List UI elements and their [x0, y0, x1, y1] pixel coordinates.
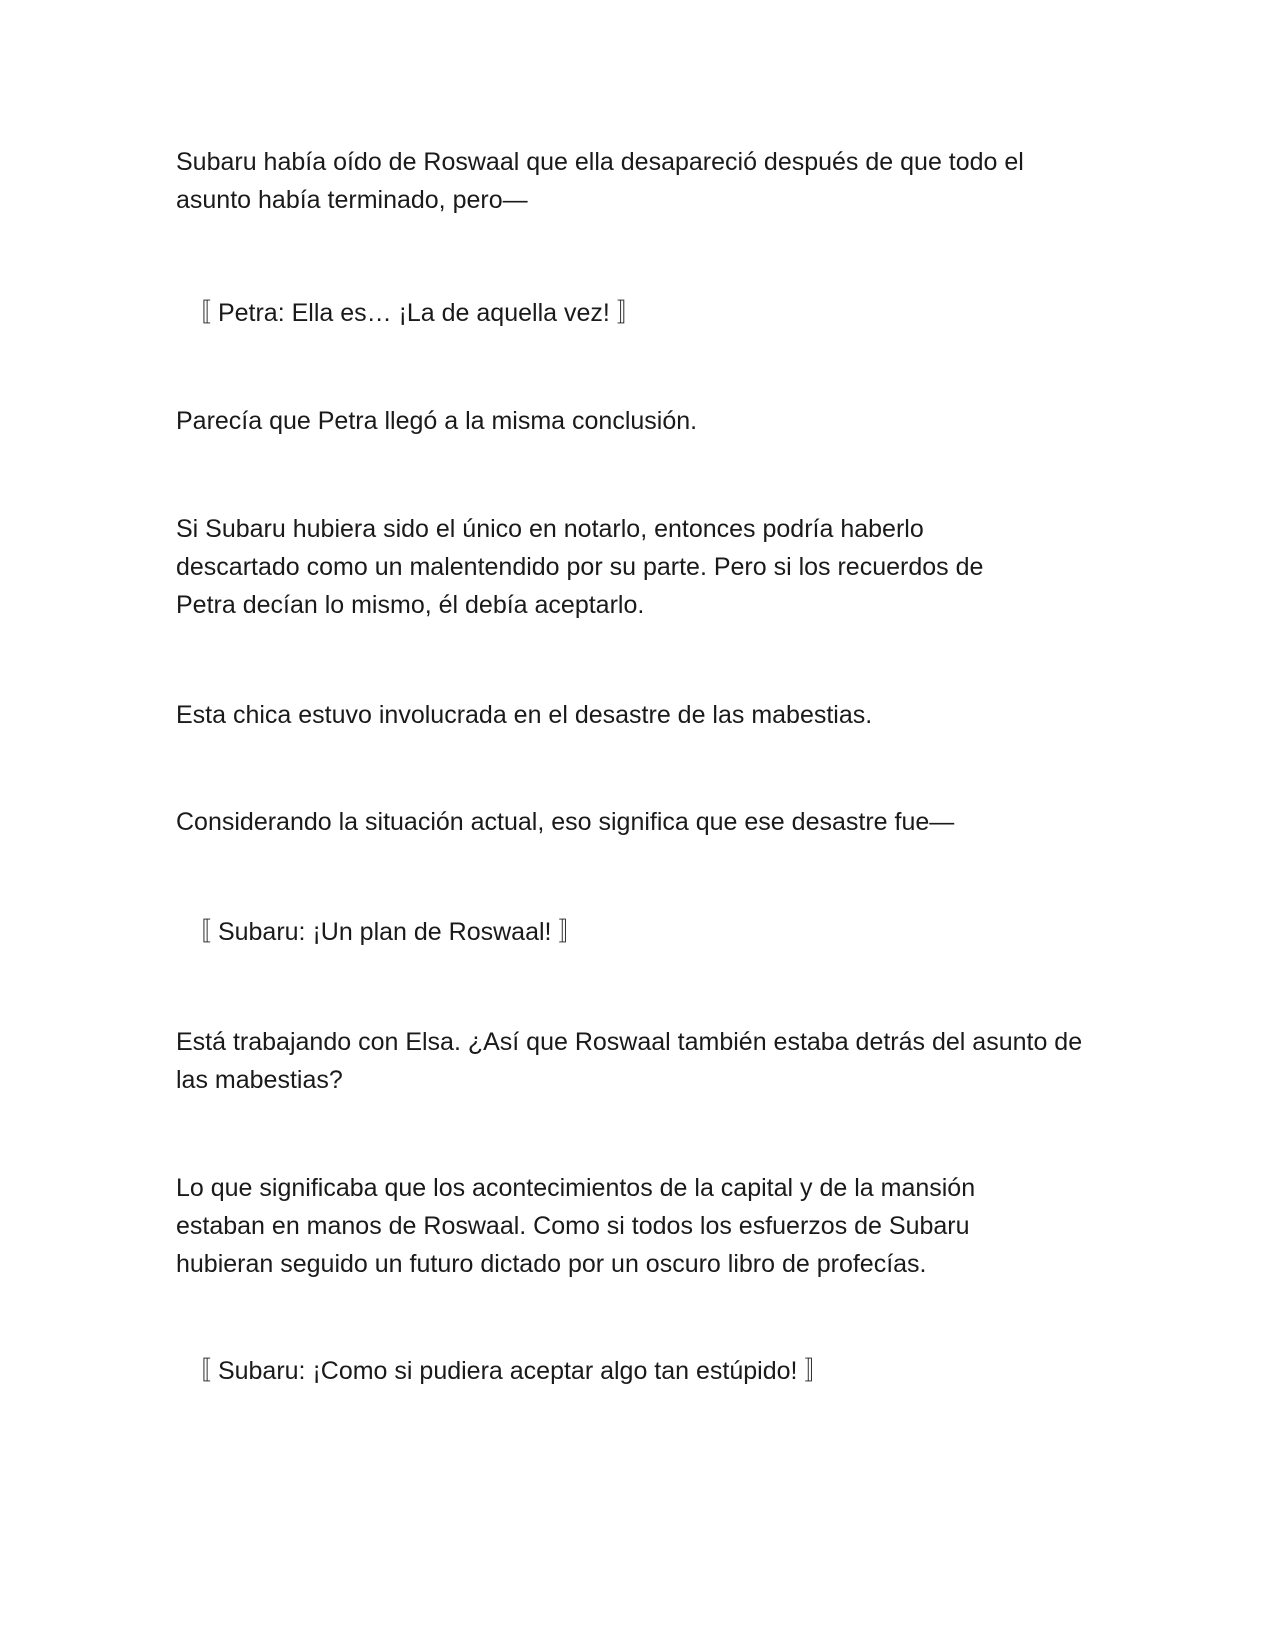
paragraph-3: Si Subaru hubiera sido el único en notarlo, entonces podría haberlo descartado como un malentendido por su parte. Pero si los recuerdos de Petra decían lo mismo, él debía aceptarlo.: [176, 515, 984, 619]
paragraph-1: Subaru había oído de Roswaal que ella desapareció después de que todo el asunto había terminado, pero—: [176, 148, 1024, 214]
dialogue-2: 〚 Subaru: ¡Un plan de Roswaal! 〛: [186, 918, 584, 946]
dialogue-1: 〚 Petra: Ella es… ¡La de aquella vez! 〛: [186, 299, 642, 327]
paragraph-7: Lo que significaba que los acontecimientos de la capital y de la mansión estaban en manos de Roswaal. Como si todos los esfuerzos de Subaru hubieran seguido un futuro dictado por un oscuro libro de profecías.: [176, 1174, 976, 1278]
paragraph-4: Esta chica estuvo involucrada en el desastre de las mabestias.: [176, 701, 873, 729]
paragraph-6: Está trabajando con Elsa. ¿Así que Roswaal también estaba detrás del asunto de las mabestias?: [176, 1028, 1083, 1094]
paragraph-2: Parecía que Petra llegó a la misma conclusión.: [176, 407, 698, 435]
dialogue-3: 〚 Subaru: ¡Como si pudiera aceptar algo tan estúpido! 〛: [186, 1357, 830, 1385]
paragraph-5: Considerando la situación actual, eso significa que ese desastre fue—: [176, 808, 955, 836]
